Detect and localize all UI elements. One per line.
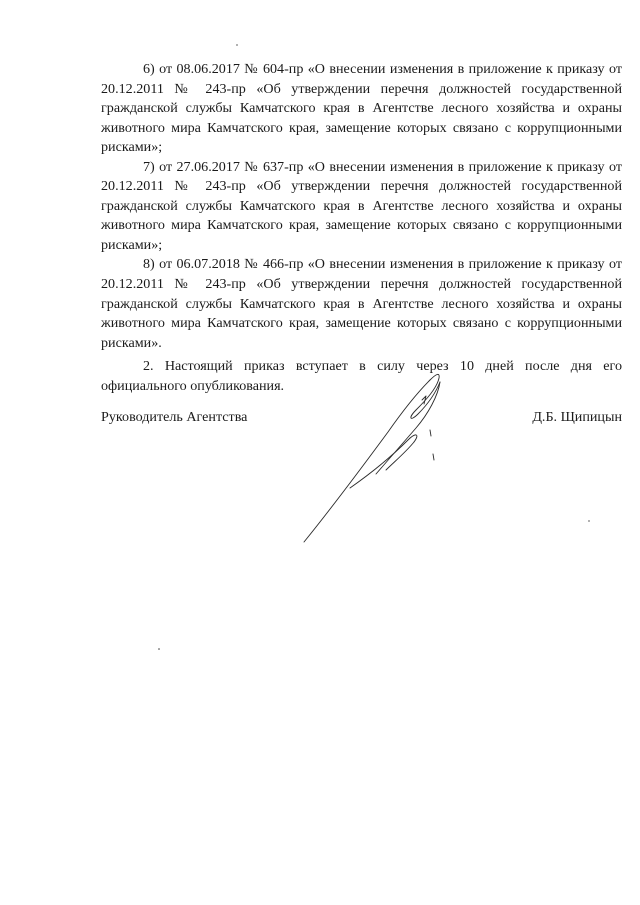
- list-item: 7) от 27.06.2017 № 637-пр «О внесении изменения в приложение к приказу от 20.12.2011 № 243-пр «Об утверждении перечня должностей государственной гражданской службы Камчатского края в Агентстве лесного хозяйства и охраны животного мира Камчатского края, замещение которых связано с коррупционными рисками»;: [101, 158, 622, 253]
- scan-speck: [236, 44, 238, 46]
- list-item: 6) от 08.06.2017 № 604-пр «О внесении изменения в приложение к приказу от 20.12.2011 № 243-пр «Об утверждении перечня должностей государственной гражданской службы Камчатского края в Агентстве лесного хозяйства и охраны животного мира Камчатского края, замещение которых связано с коррупционными рисками»;: [101, 61, 622, 156]
- signer-name: Д.Б. Щипицын: [532, 409, 622, 425]
- handwritten-signature: [290, 370, 450, 550]
- scan-speck: [158, 648, 160, 650]
- signer-position: Руководитель Агентства: [101, 409, 248, 425]
- signature-block: [101, 408, 622, 427]
- list-item: 8) от 06.07.2018 № 466-пр «О внесении изменения в приложение к приказу от 20.12.2011 № 243-пр «Об утверждении перечня должностей государственной гражданской службы Камчатского края в Агентстве лесного хозяйства и охраны животного мира Камчатского края, замещение которых связано с коррупционными рисками».: [101, 256, 622, 351]
- document-body: [101, 60, 622, 396]
- closing-paragraph: 2. Настоящий приказ вступает в силу через 10 дней после дня его официального опубликования.: [101, 358, 622, 394]
- scan-speck: [588, 520, 590, 522]
